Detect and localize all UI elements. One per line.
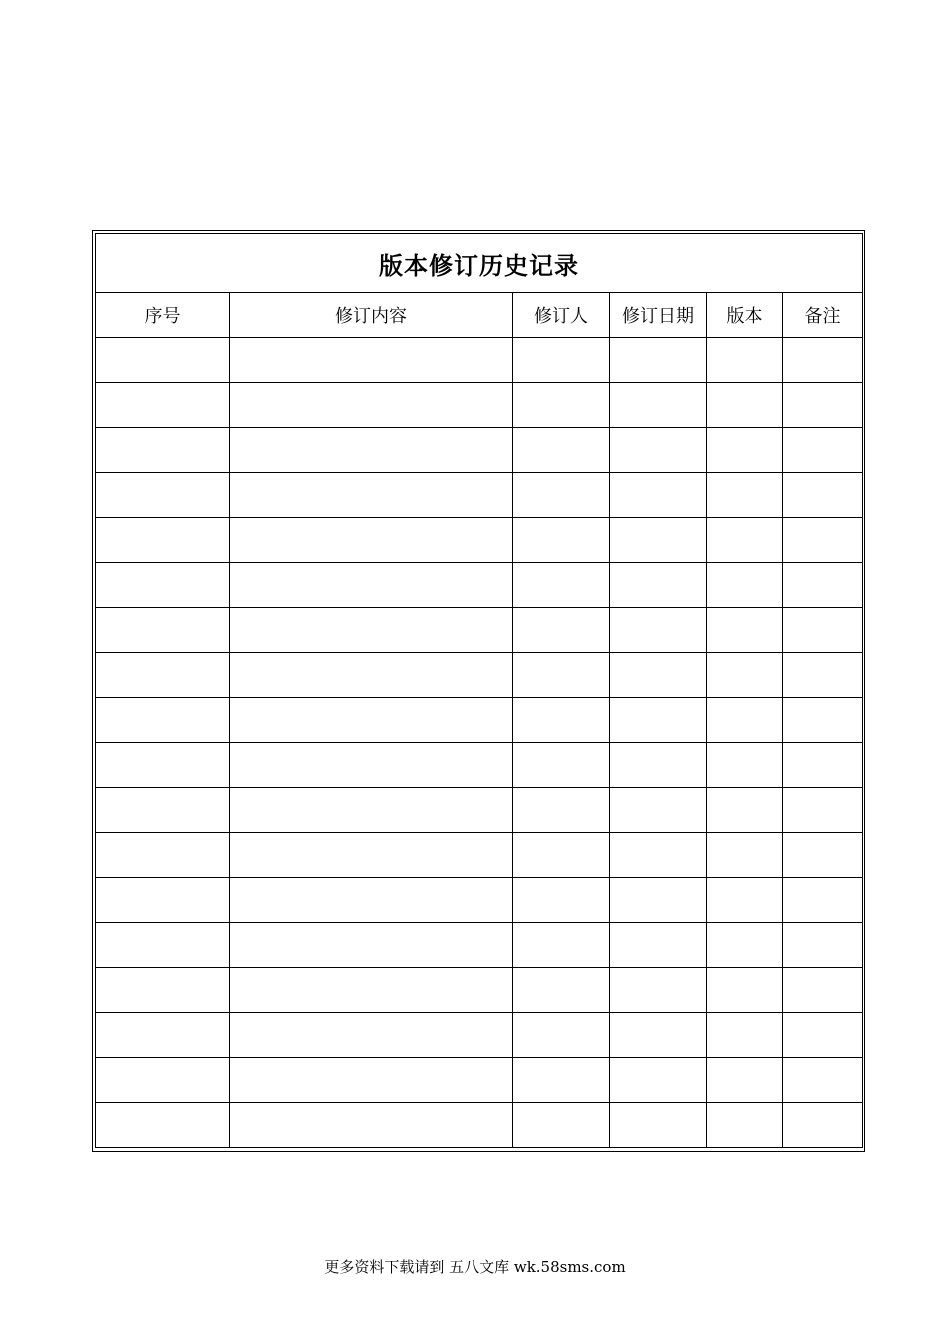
table-row bbox=[96, 518, 863, 563]
table-cell bbox=[513, 833, 610, 878]
table-cell bbox=[513, 743, 610, 788]
table-cell bbox=[96, 968, 230, 1013]
table-cell bbox=[230, 473, 513, 518]
table-cell bbox=[707, 518, 783, 563]
table-cell bbox=[610, 338, 707, 383]
table-cell bbox=[707, 923, 783, 968]
table-cell bbox=[230, 428, 513, 473]
table-cell bbox=[230, 563, 513, 608]
table-cell bbox=[610, 923, 707, 968]
table-cell bbox=[783, 518, 863, 563]
table-cell bbox=[230, 518, 513, 563]
table-cell bbox=[610, 653, 707, 698]
table-cell bbox=[707, 788, 783, 833]
table-cell bbox=[96, 653, 230, 698]
table-row bbox=[96, 383, 863, 428]
table-cell bbox=[783, 923, 863, 968]
table-cell bbox=[610, 788, 707, 833]
table-cell bbox=[230, 1058, 513, 1103]
table-cell bbox=[610, 1058, 707, 1103]
table-cell bbox=[707, 833, 783, 878]
table-cell bbox=[96, 563, 230, 608]
table-cell bbox=[230, 923, 513, 968]
table-cell bbox=[610, 608, 707, 653]
table-cell bbox=[96, 743, 230, 788]
table-row bbox=[96, 473, 863, 518]
table-row bbox=[96, 743, 863, 788]
table-row bbox=[96, 878, 863, 923]
table-cell bbox=[513, 518, 610, 563]
table-cell bbox=[96, 473, 230, 518]
table-cell bbox=[230, 698, 513, 743]
table-cell bbox=[610, 518, 707, 563]
table-row bbox=[96, 923, 863, 968]
column-header-remarks: 备注 bbox=[783, 293, 863, 338]
table-cell bbox=[783, 653, 863, 698]
table-cell bbox=[610, 563, 707, 608]
header-row bbox=[96, 293, 863, 338]
table-cell bbox=[96, 608, 230, 653]
table-cell bbox=[783, 878, 863, 923]
table-cell bbox=[96, 788, 230, 833]
table-cell bbox=[96, 878, 230, 923]
table-cell bbox=[783, 1013, 863, 1058]
table-cell bbox=[707, 878, 783, 923]
table-cell bbox=[610, 1103, 707, 1148]
table-cell bbox=[230, 968, 513, 1013]
table-row bbox=[96, 1058, 863, 1103]
table-cell bbox=[707, 1013, 783, 1058]
table-cell bbox=[707, 743, 783, 788]
table-cell bbox=[96, 923, 230, 968]
table-cell bbox=[230, 338, 513, 383]
table-cell bbox=[513, 428, 610, 473]
table-cell bbox=[707, 473, 783, 518]
table-cell bbox=[707, 1103, 783, 1148]
table-cell bbox=[707, 428, 783, 473]
table-cell bbox=[513, 788, 610, 833]
table-cell bbox=[783, 428, 863, 473]
table-row bbox=[96, 428, 863, 473]
table-cell bbox=[610, 833, 707, 878]
table-cell bbox=[513, 383, 610, 428]
table-cell bbox=[513, 1058, 610, 1103]
table-cell bbox=[96, 1013, 230, 1058]
table-cell bbox=[783, 743, 863, 788]
table-cell bbox=[610, 878, 707, 923]
table-cell bbox=[610, 968, 707, 1013]
revision-history-table bbox=[95, 233, 863, 1148]
table-cell bbox=[513, 653, 610, 698]
table-cell bbox=[783, 833, 863, 878]
table-cell bbox=[230, 878, 513, 923]
table-cell bbox=[783, 788, 863, 833]
table-row bbox=[96, 563, 863, 608]
table-cell bbox=[783, 473, 863, 518]
table-cell bbox=[230, 743, 513, 788]
footer-note: 更多资料下载请到 五八文库 wk.58sms.com bbox=[324, 1258, 626, 1276]
table-cell bbox=[783, 968, 863, 1013]
table-cell bbox=[513, 338, 610, 383]
table-cell bbox=[783, 563, 863, 608]
table-cell bbox=[230, 833, 513, 878]
column-header-serial: 序号 bbox=[96, 293, 230, 338]
table-cell bbox=[783, 338, 863, 383]
table-cell bbox=[707, 1058, 783, 1103]
table-cell bbox=[230, 383, 513, 428]
table-row bbox=[96, 1013, 863, 1058]
table-cell bbox=[230, 1103, 513, 1148]
table-row bbox=[96, 968, 863, 1013]
table-cell bbox=[96, 428, 230, 473]
table-cell bbox=[513, 923, 610, 968]
table-cell bbox=[610, 473, 707, 518]
table-cell bbox=[230, 788, 513, 833]
table-cell bbox=[610, 428, 707, 473]
table-cell bbox=[96, 1058, 230, 1103]
table-cell bbox=[513, 608, 610, 653]
table-row bbox=[96, 788, 863, 833]
table-cell bbox=[513, 968, 610, 1013]
table-cell bbox=[230, 1013, 513, 1058]
table-cell bbox=[610, 1013, 707, 1058]
table-row bbox=[96, 698, 863, 743]
table-row bbox=[96, 653, 863, 698]
table-title: 版本修订历史记录 bbox=[96, 234, 863, 293]
table-cell bbox=[96, 833, 230, 878]
table-cell bbox=[610, 383, 707, 428]
column-header-revision-content: 修订内容 bbox=[230, 293, 513, 338]
table-cell bbox=[707, 338, 783, 383]
table-cell bbox=[96, 698, 230, 743]
table-row bbox=[96, 1103, 863, 1148]
table-cell bbox=[513, 473, 610, 518]
table-cell bbox=[96, 518, 230, 563]
table-cell bbox=[707, 383, 783, 428]
table-cell bbox=[783, 698, 863, 743]
table-cell bbox=[513, 1103, 610, 1148]
table-cell bbox=[707, 968, 783, 1013]
table-cell bbox=[96, 1103, 230, 1148]
table-cell bbox=[96, 383, 230, 428]
title-row bbox=[96, 234, 863, 293]
table-row bbox=[96, 338, 863, 383]
table-cell bbox=[513, 878, 610, 923]
table-cell bbox=[707, 608, 783, 653]
table-body bbox=[96, 338, 863, 1148]
table-cell bbox=[513, 563, 610, 608]
table-cell bbox=[96, 338, 230, 383]
table-cell bbox=[783, 383, 863, 428]
table-cell bbox=[707, 698, 783, 743]
table-cell bbox=[783, 608, 863, 653]
table-row bbox=[96, 833, 863, 878]
table-cell bbox=[513, 1013, 610, 1058]
table-cell bbox=[707, 563, 783, 608]
column-header-revision-date: 修订日期 bbox=[610, 293, 707, 338]
table-cell bbox=[783, 1058, 863, 1103]
table-cell bbox=[610, 743, 707, 788]
table-row bbox=[96, 608, 863, 653]
table-cell bbox=[707, 653, 783, 698]
table-cell bbox=[230, 653, 513, 698]
table-cell bbox=[610, 698, 707, 743]
column-header-version: 版本 bbox=[707, 293, 783, 338]
column-header-reviser: 修订人 bbox=[513, 293, 610, 338]
table-cell bbox=[783, 1103, 863, 1148]
table-cell bbox=[230, 608, 513, 653]
table-cell bbox=[513, 698, 610, 743]
